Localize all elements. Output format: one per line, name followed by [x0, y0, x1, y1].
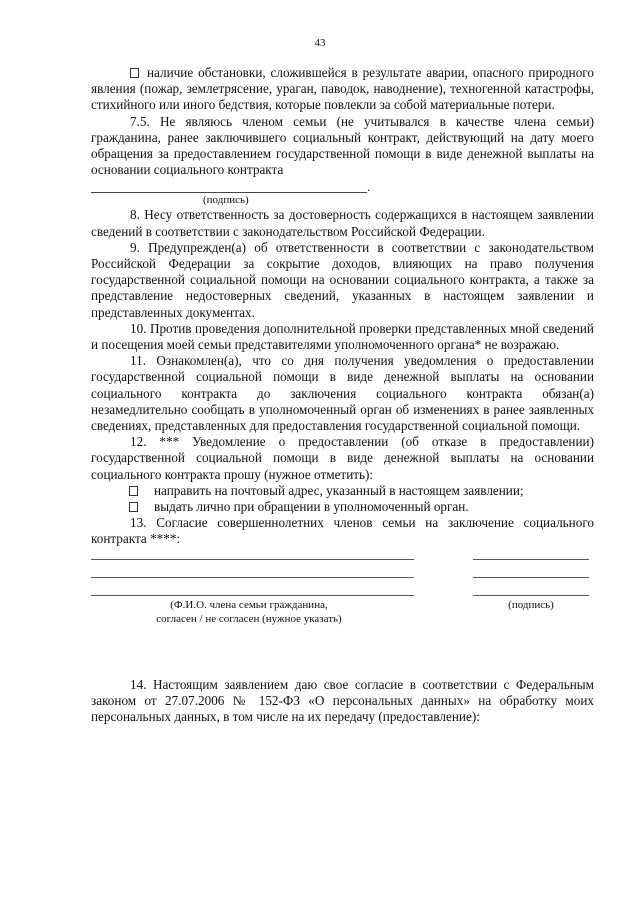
item-10-paragraph: 10. Против проведения дополнительной проверки представленных мной сведений и посещения моей семьи представителями уполномоченного органа* не возражаю.	[91, 320, 594, 353]
member-name-label-line-1: (Ф.И.О. члена семьи гражданина,	[170, 598, 328, 611]
family-members-consent-block	[91, 553, 594, 643]
member-signature-line-3[interactable]	[473, 595, 589, 596]
member-name-line-3[interactable]	[91, 595, 414, 596]
member-name-label-line-2: согласен / не согласен (нужное указать)	[156, 612, 342, 625]
item-7-5-signature-end: .	[367, 179, 371, 195]
checkbox-in-person[interactable]	[129, 502, 138, 512]
checkbox-postal-address[interactable]	[129, 486, 138, 496]
item-7-5-signature-row	[91, 178, 594, 193]
item-8-paragraph: 8. Несу ответственность за достоверность содержащихся в настоящем заявлении сведений в соответствии с законодательством Российской Федерации.	[91, 207, 594, 239]
member-name-line-1[interactable]	[91, 559, 414, 560]
item-7-5-signature-label: (подпись)	[203, 194, 249, 207]
item-7-4-paragraph	[91, 65, 594, 114]
item-12-option-1-text: направить на почтовый адрес, указанный в настоящем заявлении;	[154, 482, 524, 498]
item-13-paragraph: 13. Согласие совершеннолетних членов семьи на заключение социального контракта ****:	[91, 515, 594, 547]
item-12-option-1	[91, 483, 594, 499]
item-11-paragraph: 11. Ознакомлен(а), что со дня получения уведомления о предоставлении государственной социальной помощи в виде денежной выплаты на основании социального контракта до заключения социального контракта обязан(а) незамедлительно сообщать в уполномоченный орган об изменениях в ранее заявленных сведениях, представленных для предоставления государственной социальной помощи.	[91, 353, 594, 434]
item-12-option-2	[91, 499, 594, 515]
member-signature-line-1[interactable]	[473, 559, 589, 560]
item-9-paragraph: 9. Предупрежден(а) об ответственности в соответствии с законодательством Российской Федерации за сокрытие доходов, влияющих на право получения государственной социальной помощи на основании социального контракта, а также за представление недостоверных сведений, указанных в настоящем заявлении и представленных документах.	[91, 239, 594, 320]
document-body	[91, 65, 594, 725]
item-7-5-paragraph	[91, 114, 594, 179]
member-signature-label: (подпись)	[508, 598, 554, 611]
item-12-option-2-text: выдать лично при обращении в уполномоченный орган.	[154, 499, 469, 515]
item-7-5-text: 7.5. Не являюсь членом семьи (не учитывался в качестве члена семьи) гражданина, ранее заключившего социальный контракт, действующий на дату моего обращения за предоставлением государственной помощи в виде денежной выплаты на основании социального контракта	[91, 113, 594, 178]
member-signature-line-2[interactable]	[473, 577, 589, 578]
item-7-4-text: наличие обстановки, сложившейся в результате аварии, опасного природного явления (пожар, землетрясение, ураган, паводок, наводнение), техногенной катастрофы, стихийного или иного бедствия, которые повлекли за собой материальные потери.	[91, 65, 594, 113]
item-7-5-signature-line[interactable]	[91, 180, 367, 193]
item-14-paragraph: 14. Настоящим заявлением даю свое согласие в соответствии с Федеральным законом от 27.07.2006 № 152-ФЗ «О персональных данных» на обработку моих персональных данных, в том числе на их передачу (предоставление):	[91, 676, 594, 725]
member-name-label	[91, 598, 407, 626]
checkbox-item-7-4[interactable]	[130, 68, 139, 78]
member-name-line-2[interactable]	[91, 577, 414, 578]
page-number: 43	[314, 37, 326, 49]
item-12-paragraph: 12. *** Уведомление о предоставлении (об отказе в предоставлении) государственной социальной помощи в виде денежной выплаты на основании социального контракта прошу (нужное отметить):	[91, 434, 594, 482]
